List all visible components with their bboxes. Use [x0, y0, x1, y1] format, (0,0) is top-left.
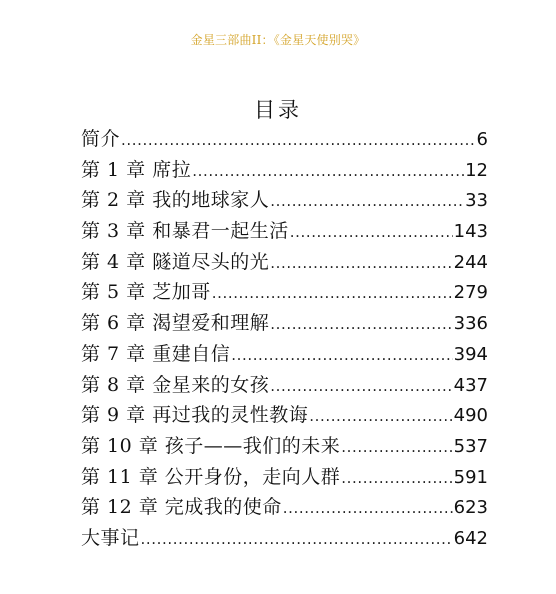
toc-entry-label: 第 9 章 再过我的灵性教诲 — [81, 404, 309, 427]
toc-entry-label: 简介 — [81, 128, 121, 150]
toc-entry-page: 642 — [453, 527, 488, 549]
toc-entry[interactable] — [81, 247, 488, 278]
toc-entry-page: 33 — [465, 190, 488, 212]
toc-entry-page: 279 — [453, 282, 488, 304]
dot-leader — [270, 371, 452, 402]
toc-entry[interactable] — [81, 431, 488, 462]
dot-leader — [231, 340, 452, 371]
toc-entry-label: 第 8 章 金星来的女孩 — [81, 373, 270, 396]
toc-entry-page: 394 — [453, 343, 488, 365]
toc-entry-page: 537 — [453, 435, 488, 457]
toc-entry[interactable] — [81, 339, 488, 370]
toc-entry-page: 336 — [453, 313, 488, 335]
toc-entry-label: 第 2 章 我的地球家人 — [81, 189, 270, 212]
toc-entry-label: 第 5 章 芝加哥 — [81, 281, 211, 304]
dot-leader — [309, 401, 452, 432]
toc-entry-page: 437 — [453, 374, 488, 396]
toc-entry-label: 第 7 章 重建自信 — [81, 342, 231, 365]
toc-entry[interactable] — [81, 492, 488, 523]
dot-leader — [270, 248, 452, 279]
table-of-contents — [81, 124, 488, 554]
dot-leader — [121, 125, 476, 156]
toc-entry[interactable] — [81, 523, 488, 554]
dot-leader — [341, 432, 452, 463]
toc-entry-page: 623 — [453, 497, 488, 519]
toc-entry-page: 143 — [453, 221, 488, 243]
dot-leader — [212, 278, 453, 309]
toc-title: 目录 — [254, 98, 302, 122]
toc-entry[interactable] — [81, 400, 488, 431]
toc-entry-label: 大事记 — [81, 526, 140, 549]
toc-entry-page: 591 — [453, 466, 488, 488]
toc-entry-label: 第 3 章 和暴君一起生活 — [81, 220, 289, 243]
toc-entry-page: 490 — [453, 405, 488, 427]
toc-entry[interactable] — [81, 124, 488, 155]
dot-leader — [192, 156, 464, 187]
dot-leader — [290, 217, 453, 248]
toc-entry-page: 6 — [476, 129, 488, 150]
toc-entry[interactable] — [81, 216, 488, 247]
toc-entry-label: 第 10 章 孩子——我们的未来 — [81, 434, 341, 457]
dot-leader — [283, 493, 453, 524]
dot-leader — [270, 309, 452, 340]
toc-entry-label: 第 1 章 席拉 — [81, 158, 192, 181]
toc-entry-label: 第 4 章 隧道尽头的光 — [81, 250, 270, 273]
toc-entry[interactable] — [81, 155, 488, 186]
toc-entry[interactable] — [81, 185, 488, 216]
toc-entry[interactable] — [81, 462, 488, 493]
toc-entry-label: 第 12 章 完成我的使命 — [81, 496, 282, 519]
toc-entry[interactable] — [81, 277, 488, 308]
toc-entry-label: 第 6 章 渴望爱和理解 — [81, 312, 270, 335]
toc-entry[interactable] — [81, 370, 488, 401]
toc-entry-page: 12 — [465, 159, 488, 181]
toc-entry-label: 第 11 章 公开身份，走向人群 — [81, 465, 341, 488]
dot-leader — [270, 186, 464, 217]
dot-leader — [141, 524, 453, 555]
toc-entry[interactable] — [81, 308, 488, 339]
dot-leader — [341, 463, 452, 494]
running-header: 金星三部曲II：《金星天使别哭》 — [190, 33, 366, 47]
toc-entry-page: 244 — [453, 251, 488, 273]
